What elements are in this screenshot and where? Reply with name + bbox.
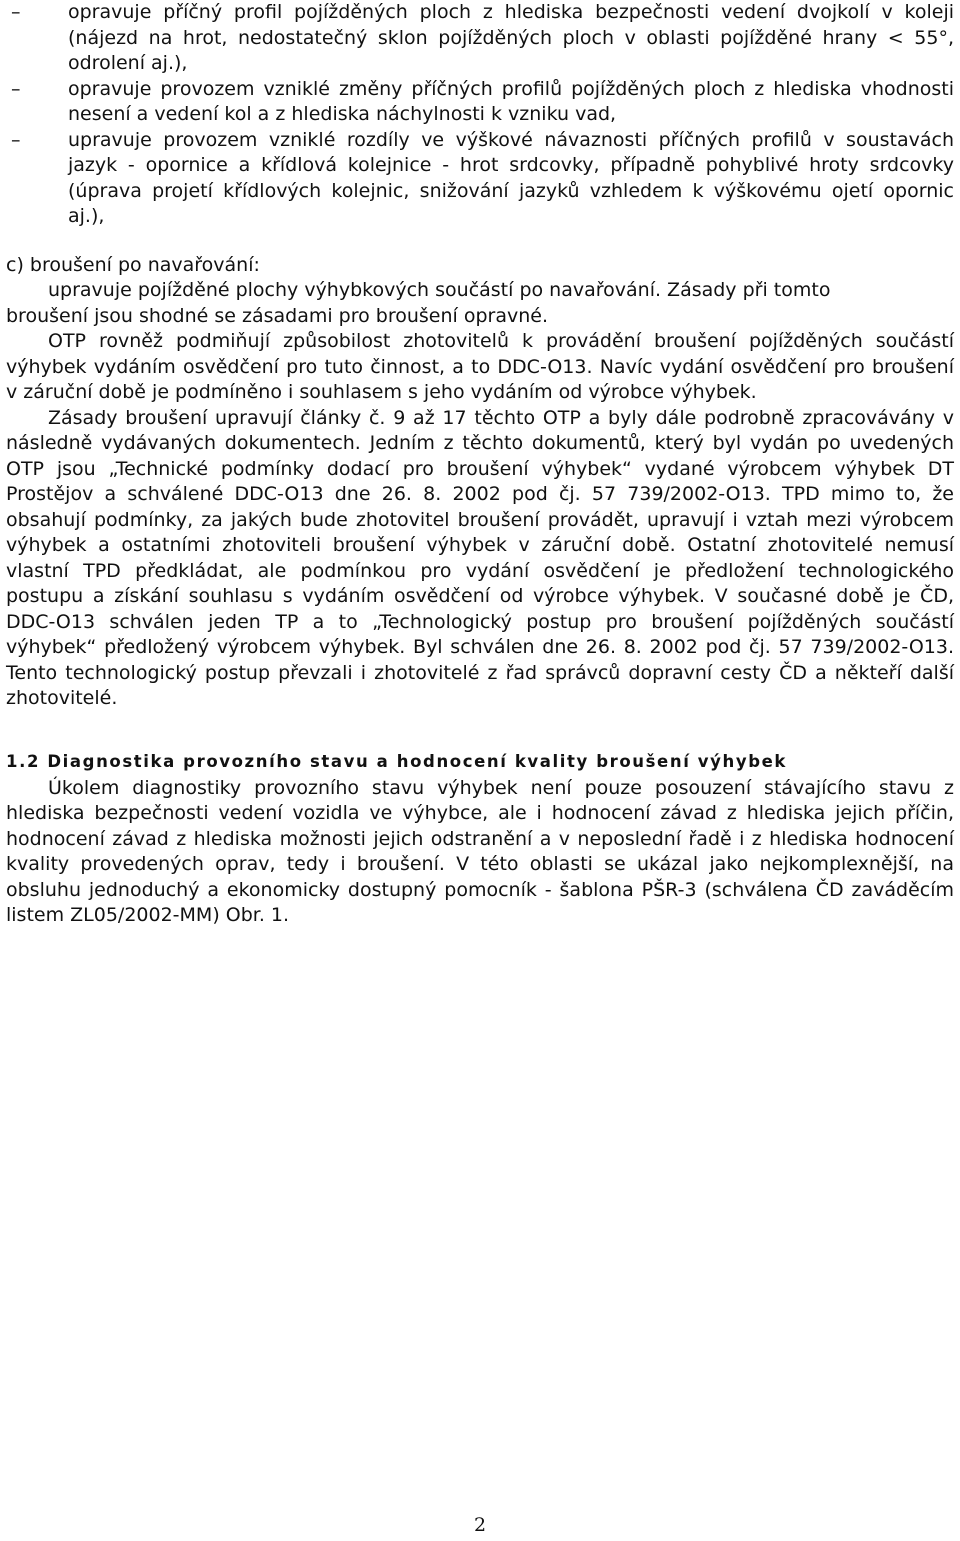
section-c-paragraph-2: Zásady broušení upravují články č. 9 až 17 těchto OTP a byly dále podrobně zpracovávány v následně vydávaných dokumentech. Jedním z těchto dokumentů, který byl vydán po uvedených OTP jsou „Technické podmínky dodací pro broušení výhybek“ vydané výrobcem výhybek DT Prostějov a schválené DDC-O13 dne 26. 8. 2002 pod čj. 57 739/2002-O13. TPD mimo to, že obsahují podmínky, za jakých bude zhotovitel broušení provádět, upravují i vztah mezi výrobcem výhybek a ostatními zhotoviteli broušení výhybek v záruční době. Ostatní zhotovitelé nemusí vlastní TPD předkládat, ale podmínkou pro vydání osvědčení je předložení technologického postupu a získání souhlasu s vydáním osvědčení od výrobce výhybek. V současné době je ČD, DDC-O13 schválen jeden TP a to „Technologický postup pro broušení pojížděných součástí výhybek“ předložený výrobcem výhybek. Byl schválen dne 26. 8. 2002 pod čj. 57 739/2002-O13. Tento technologický postup převzali i zhotovitelé z řad správců dopravní cesty ČD a někteří další zhotovitelé. [6,406,954,709]
section-c-continuation: broušení jsou shodné se zásadami pro broušení opravné. [6,304,549,327]
page-number: 2 [473,1514,487,1536]
dash-bullet: – [11,128,21,151]
section-heading: 1.2 Diagnostika provozního stavu a hodnocení kvality broušení výhybek [6,751,787,771]
document-page [6,0,954,929]
bullet-text: upravuje provozem vzniklé rozdíly ve výškové návaznosti příčných profilů v soustavách jazyk - opornice a křídlová kolejnice - hrot srdcovky, případně pohyblivé hroty srdcovky (úprava projetí křídlových kolejnic, snižování jazyků vzhledem k výškovému ojetí opornic aj.), [68,128,954,227]
bullet-text: opravuje provozem vzniklé změny příčných profilů pojížděných ploch z hlediska vhodnosti nesení a vedení kol a z hlediska náchylnosti k vzniku vad, [68,77,954,125]
section-c-heading: c) broušení po navařování: [6,253,260,276]
dash-bullet: – [11,1,21,23]
bullet-list [6,0,954,230]
section-c-first-line: upravuje pojížděné plochy výhybkových součástí po navařování. Zásady při tomto [48,279,831,301]
dash-bullet: – [11,77,21,100]
section-paragraph: Úkolem diagnostiky provozního stavu výhybek není pouze posouzení stávajícího stavu z hlediska bezpečnosti vedení vozidla ve výhybce, ale i hodnocení závad z hlediska jejich příčin, hodnocení závad z hlediska možnosti jejich odstranění a v neposlední řadě i z hlediska hodnocení kvality provedených oprav, tedy i broušení. V této oblasti se ukázal jako nejkomplexnější, na obsluhu jednoduchý a ekonomicky dostupný pomocník - šablona PŠR-3 (schválena ČD zaváděcím listem ZL05/2002-MM) Obr. 1. [6,776,954,926]
bullet-item [6,77,954,128]
section-c [6,253,954,712]
bullet-item [6,0,954,77]
bullet-item [6,128,954,230]
bullet-text: opravuje příčný profil pojížděných ploch z hlediska bezpečnosti vedení dvojkolí v koleji (nájezd na hrot, nedostatečný sklon pojížděných ploch v oblasti pojížděné hrany < 55°, odrolení aj.), [68,1,954,74]
section-c-paragraph-1: OTP rovněž podmiňují způsobilost zhotovitelů k provádění broušení pojížděných součástí výhybek vydáním osvědčení pro tuto činnost, a to DDC-O13. Navíc vydání osvědčení pro broušení v záruční době je podmíněno i souhlasem s jeho vydáním od výrobce výhybek. [6,330,954,403]
